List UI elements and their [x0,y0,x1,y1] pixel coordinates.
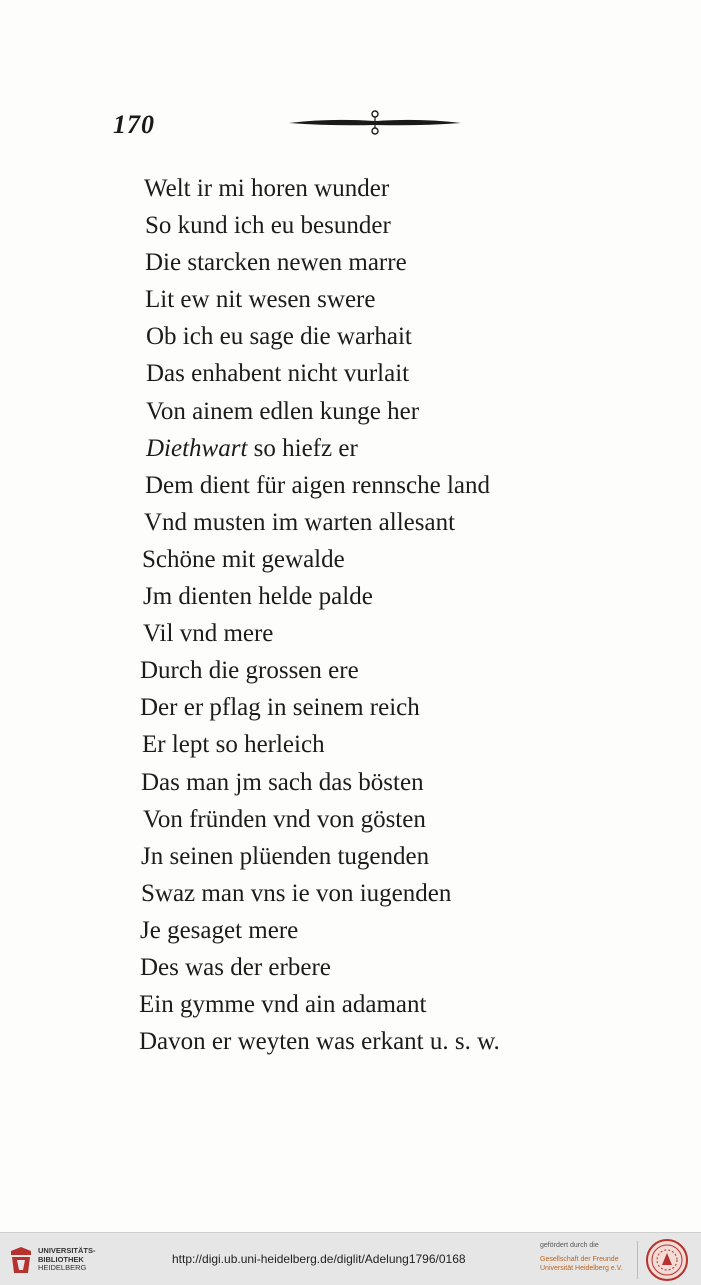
footer-bar [0,1232,701,1285]
verse-line: Von fründen vnd von gösten [143,805,426,833]
sponsor-name-line: Universität Heidelberg e.V. [540,1265,623,1272]
verse-line: Das enhabent nicht vurlait [146,360,410,388]
verse-line: Swaz man vns ie von iugenden [141,879,452,907]
verse-line: Lit ew nit wesen swere [145,286,376,314]
verse-name-italic: Diethwart [146,434,248,462]
verse-line: Je gesaget mere [140,916,299,944]
verse-line: Er lept so herleich [142,731,325,759]
verse-line: Jn seinen plüenden tugenden [141,842,430,870]
sponsor-divider [637,1241,638,1279]
verse-line: Ob ich eu sage die warhait [146,323,412,351]
verse-line: Des was der erbere [140,953,331,981]
verse-line: Vil vnd mere [143,620,274,648]
verse-line: Davon er weyten was erkant u. s. w. [139,1028,500,1056]
sponsor-credit [540,1241,623,1273]
verse-line: Schöne mit gewalde [142,545,345,573]
verse-line: Jm dienten helde palde [143,583,373,611]
verse-line: Vnd musten im warten allesant [144,508,456,536]
verse-line: Die starcken newen marre [145,249,407,277]
verse-line [136,430,500,467]
verse-line: Der er pflag in seinem reich [140,694,420,722]
verse-line: Ein gymme vnd ain adamant [139,991,427,1019]
sponsor-prefix: gefördert durch die [540,1242,599,1249]
university-seal-icon [645,1238,689,1282]
verse-line-text: so hiefz er [253,434,358,462]
verse-line: Dem dient für aigen rennsche land [145,471,491,499]
ornament-rule-icon [285,108,465,138]
library-name-line: BIBLIOTHEK [38,1254,84,1264]
verse-line: Von ainem edlen kunge her [146,397,420,425]
verse-line: So kund ich eu besunder [145,212,391,240]
library-name-line: HEIDELBERG [38,1263,87,1272]
verse-line: Welt ir mi horen wunder [144,175,390,202]
sponsor-name-line: Gesellschaft der Freunde [540,1256,619,1263]
permalink-url[interactable]: http://digi.ub.uni-heidelberg.de/diglit/Adelung1796/0168 [172,1252,466,1266]
verse-list [136,170,500,1060]
library-name-line: UNIVERSITÄTS- [38,1246,96,1255]
page-number: 170 [113,110,155,139]
verse-line: Durch die grossen ere [140,657,359,685]
university-library-logo-icon [8,1245,34,1277]
verse-line: Das man jm sach das bösten [141,768,424,796]
library-name [38,1247,96,1273]
